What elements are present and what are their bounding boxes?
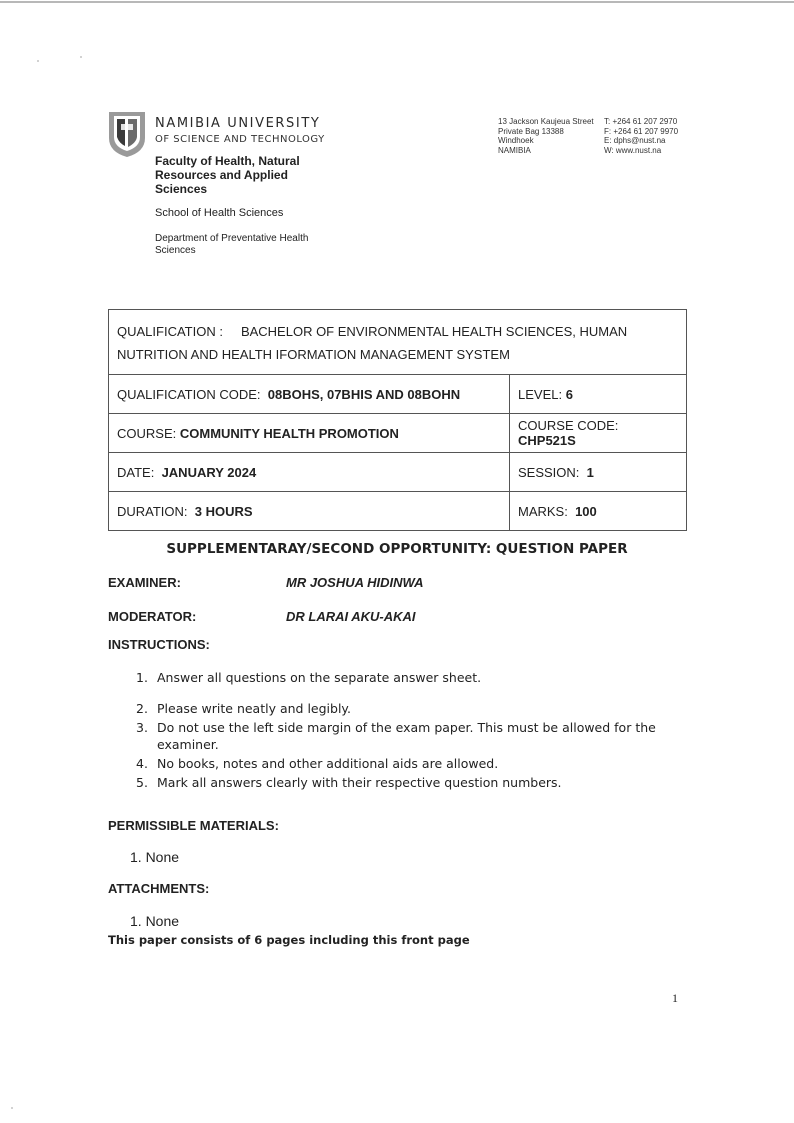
date-row [109,453,687,492]
paper-title: SUPPLEMENTARAY/SECOND OPPORTUNITY: QUESTION PAPER [166,541,628,557]
address-line: 13 Jackson Kaujeua Street [498,117,594,126]
instruction-text: Answer all questions on the separate answer sheet. [157,670,482,685]
instruction-number: 1. [136,670,148,685]
contact-fax: F: +264 61 207 9970 [604,126,679,136]
marks-value: 100 [575,503,597,519]
examiner-name: MR JOSHUA HIDINWA [286,575,424,590]
course-code-value: CHP521S [518,433,576,448]
qualification-code-value: 08BOHS, 07BHIS AND 08BOHN [267,386,461,402]
duration-value: 3 HOURS [194,503,253,519]
school-name: School of Health Sciences [155,207,284,219]
course-label: COURSE: [117,425,177,441]
postal-address [498,117,594,155]
university-subtitle: OF SCIENCE AND TECHNOLOGY [155,134,325,145]
instruction-item [136,755,676,772]
scan-speck [80,56,82,58]
date-label: DATE: [117,464,155,480]
level-cell [510,375,687,414]
department-name: Department of Preventative Health Sciences [155,233,309,256]
qualification-code-label: QUALIFICATION CODE: [117,386,261,402]
duration-cell [109,492,510,531]
exam-info-table [108,309,687,531]
instruction-text: Please write neatly and legibly. [157,701,352,716]
marks-cell [510,492,687,531]
attachments-label: ATTACHMENTS: [108,881,210,896]
course-cell [109,414,510,453]
instruction-item [136,669,676,686]
permissible-materials-label: PERMISSIBLE MATERIALS: [108,818,279,833]
permissible-materials-item: 1. None [130,849,180,865]
instructions-label: INSTRUCTIONS: [108,637,210,652]
nust-shield-logo [106,108,148,158]
faculty-name: Faculty of Health, Natural Resources and Applied Sciences [155,154,300,196]
level-value: 6 [565,386,573,402]
qualification-label: QUALIFICATION : [117,324,223,339]
moderator-label: MODERATOR: [108,609,197,624]
qualification-value: BACHELOR OF ENVIRONMENTAL HEALTH SCIENCES, HUMAN [240,324,628,339]
instruction-text: Do not use the left side margin of the exam paper. This must be allowed for the examiner. [157,720,656,752]
address-line: Private Bag 13388 [498,126,564,136]
instruction-number: 5. [136,775,148,790]
instruction-item [136,774,676,791]
contact-details [604,117,678,155]
examiner-label: EXAMINER: [108,575,181,590]
qualification-value-cont: NUTRITION AND HEALTH IFORMATION MANAGEMENT SYSTEM [117,347,510,362]
course-code-cell [510,414,687,453]
instruction-number: 4. [136,756,148,771]
level-label: LEVEL: [518,386,563,402]
scan-speck [11,1107,13,1109]
pages-note: This paper consists of 6 pages including this front page [108,933,470,947]
instruction-number: 2. [136,701,148,716]
instruction-text: No books, notes and other additional aids are allowed. [157,756,499,771]
course-code-label: COURSE CODE: [518,418,619,433]
course-value: COMMUNITY HEALTH PROMOTION [179,425,399,441]
instruction-text: Mark all answers clearly with their respective question numbers. [157,775,562,790]
duration-label: DURATION: [117,503,188,519]
scan-speck [37,60,39,62]
session-label: SESSION: [518,464,580,480]
duration-row [109,492,687,531]
qualification-row [109,310,687,375]
address-line: NAMIBIA [498,145,531,155]
qualification-code-cell [109,375,510,414]
session-value: 1 [586,464,594,480]
session-cell [510,453,687,492]
date-value: JANUARY 2024 [161,464,257,480]
contact-website: W: www.nust.na [604,145,662,155]
attachments-item: 1. None [130,913,180,929]
address-line: Windhoek [498,136,534,145]
moderator-name: DR LARAI AKU-AKAI [286,609,416,624]
qualification-cell [109,310,687,375]
instruction-number: 3. [136,720,148,735]
page-number: 1 [672,991,678,1005]
date-cell [109,453,510,492]
scan-top-edge [0,1,794,3]
qualification-code-row [109,375,687,414]
course-row [109,414,687,453]
contact-phone: T: +264 61 207 2970 [604,117,678,126]
university-name: NAMIBIA UNIVERSITY [155,116,321,131]
instruction-item [136,700,676,717]
contact-email: E: dphs@nust.na [604,136,666,145]
marks-label: MARKS: [518,503,568,519]
instruction-item [136,719,676,753]
